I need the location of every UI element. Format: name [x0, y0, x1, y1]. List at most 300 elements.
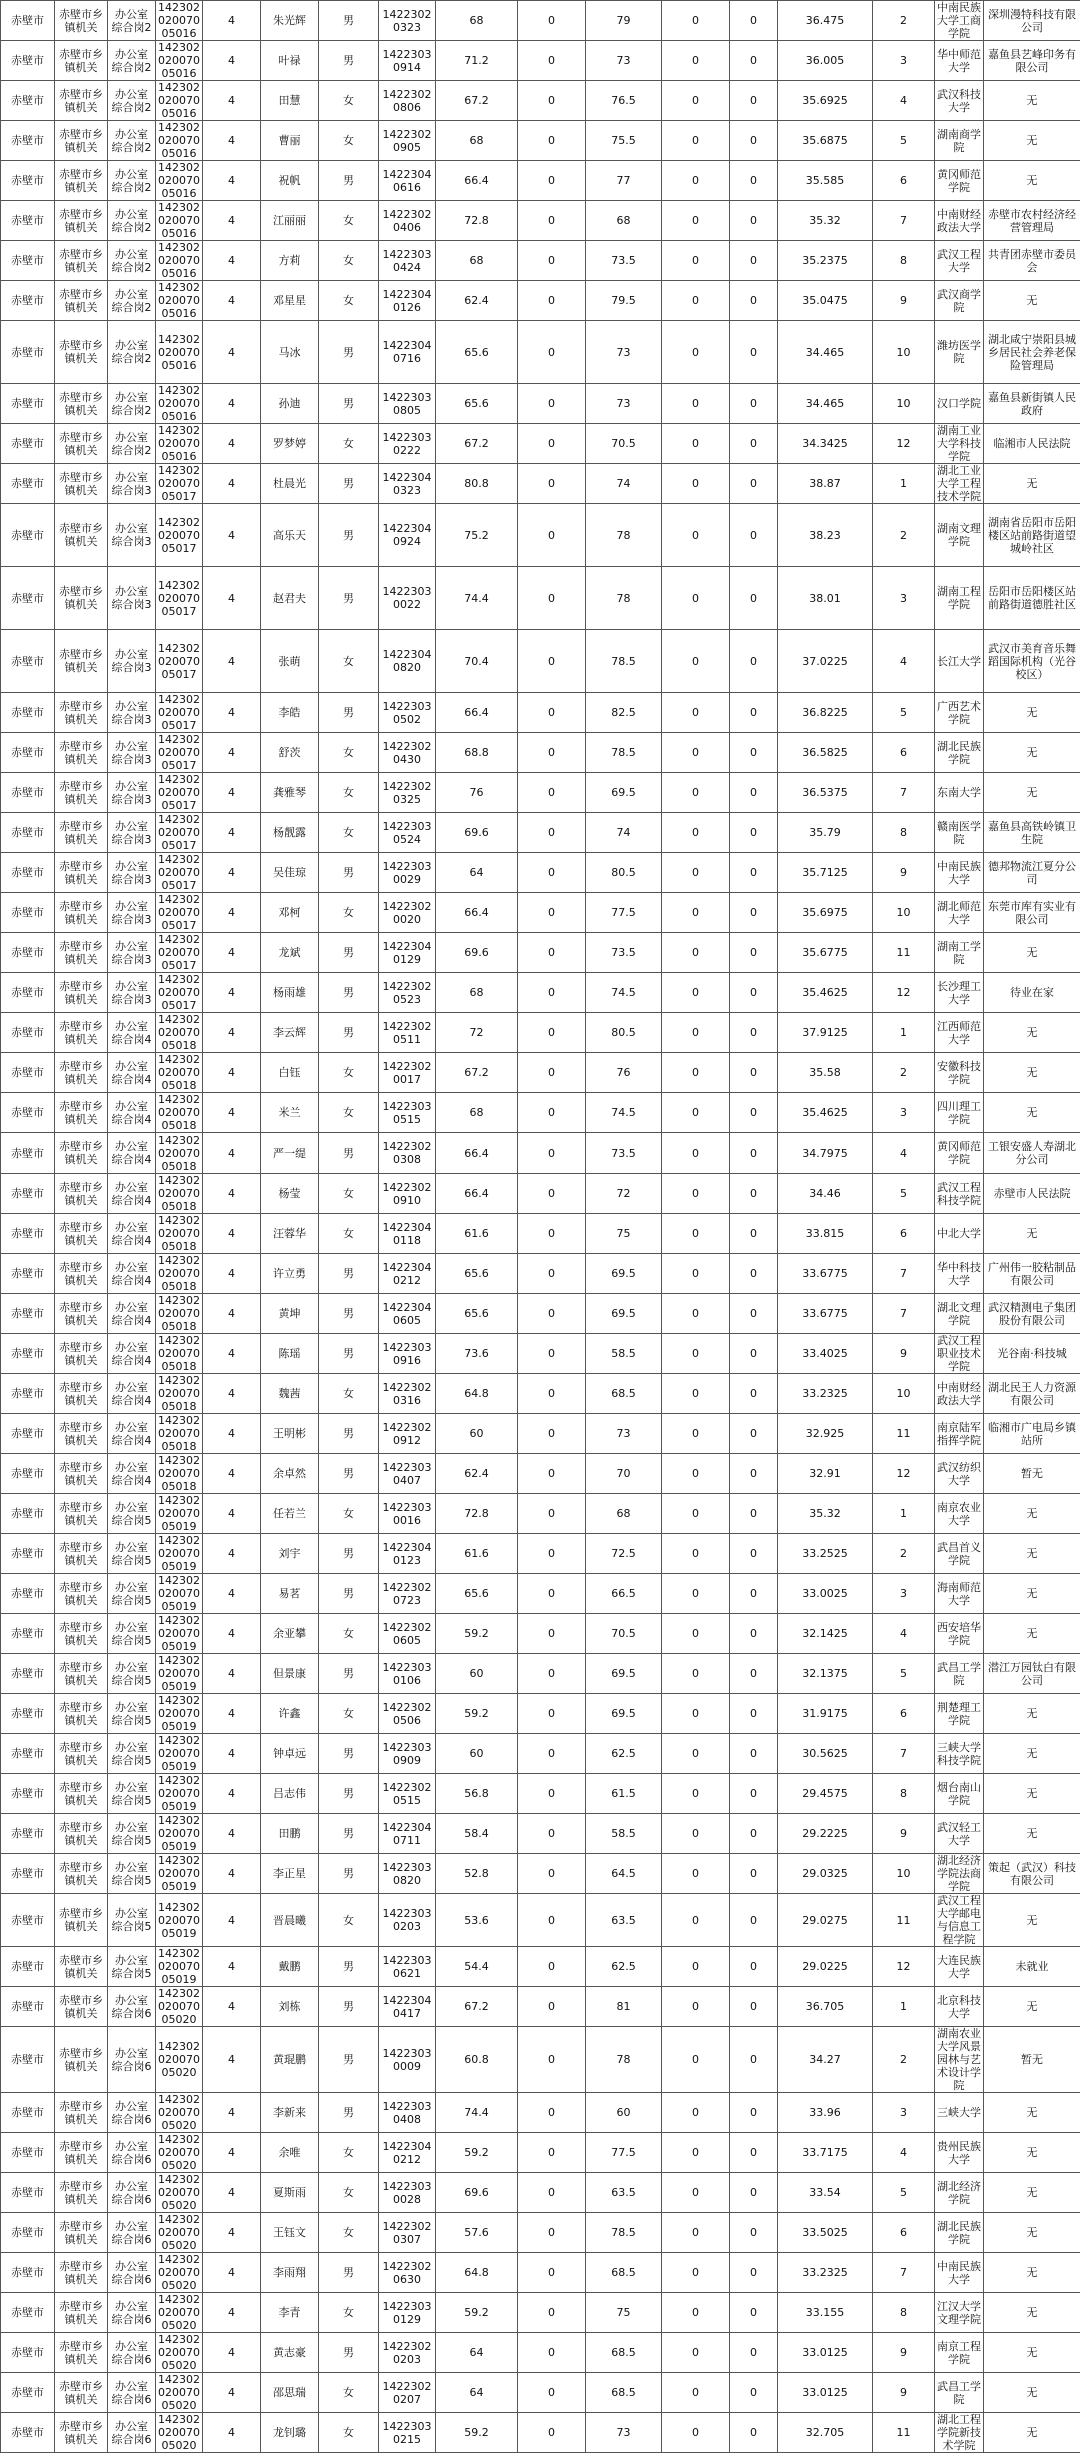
cell-position-code: 14230202007005020	[156, 2027, 203, 2093]
cell-written-score: 64	[436, 2373, 518, 2413]
cell-school: 南京农业大学	[935, 1494, 984, 1534]
cell-employer: 无	[984, 1574, 1080, 1614]
cell-school: 武汉工程大学	[935, 241, 984, 281]
cell-position-code: 14230202007005020	[156, 2213, 203, 2253]
cell-city: 赤壁市	[1, 1987, 55, 2027]
cell-employer: 无	[984, 1894, 1080, 1947]
cell-extra-2: 0	[730, 1734, 778, 1774]
table-row	[1, 1013, 1080, 1053]
cell-position-code: 14230202007005019	[156, 1694, 203, 1734]
cell-extra-2: 0	[730, 1947, 778, 1987]
cell-gender: 男	[319, 1133, 379, 1174]
cell-name: 杜晨光	[261, 464, 319, 504]
table-row	[1, 813, 1080, 853]
cell-name: 方莉	[261, 241, 319, 281]
cell-written-score: 60	[436, 1414, 518, 1454]
cell-name: 任若兰	[261, 1494, 319, 1534]
cell-department: 赤壁市乡镇机关	[55, 2133, 108, 2173]
cell-school: 三峡大学	[935, 2093, 984, 2133]
cell-written-score: 64	[436, 853, 518, 893]
table-row	[1, 1694, 1080, 1734]
cell-exam-id: 14223020323	[379, 1, 436, 41]
cell-bonus-score: 0	[518, 504, 586, 567]
cell-extra-1: 0	[662, 567, 730, 630]
cell-written-score: 61.6	[436, 1534, 518, 1574]
table-row	[1, 201, 1080, 241]
cell-interview-score: 75	[586, 1214, 662, 1254]
cell-position-code: 14230202007005018	[156, 1374, 203, 1414]
cell-extra-2: 0	[730, 384, 778, 424]
cell-total-score: 35.585	[778, 161, 873, 201]
cell-school: 汉口学院	[935, 384, 984, 424]
cell-extra-2: 0	[730, 2373, 778, 2413]
cell-exam-id: 14223030203	[379, 1894, 436, 1947]
cell-position: 办公室综合岗6	[108, 2133, 156, 2173]
cell-department: 赤壁市乡镇机关	[55, 567, 108, 630]
cell-school: 湖南农业大学风景园林与艺术设计学院	[935, 2027, 984, 2093]
cell-exam-id: 14223020905	[379, 121, 436, 161]
cell-city: 赤壁市	[1, 630, 55, 693]
cell-exam-id: 14223020017	[379, 1053, 436, 1093]
cell-name: 黄志豪	[261, 2333, 319, 2373]
cell-school: 四川理工学院	[935, 1093, 984, 1133]
cell-extra-1: 0	[662, 161, 730, 201]
cell-name: 龙钊璐	[261, 2413, 319, 2453]
cell-name: 余唯	[261, 2133, 319, 2173]
cell-position-code: 14230202007005017	[156, 630, 203, 693]
cell-department: 赤壁市乡镇机关	[55, 1854, 108, 1894]
cell-extra-1: 0	[662, 281, 730, 321]
cell-position: 办公室综合岗2	[108, 81, 156, 121]
cell-gender: 女	[319, 813, 379, 853]
cell-total-score: 37.9125	[778, 1013, 873, 1053]
cell-exam-id: 14223030215	[379, 2413, 436, 2453]
cell-exam-id: 14223030805	[379, 384, 436, 424]
cell-written-score: 72.8	[436, 201, 518, 241]
cell-total-score: 37.0225	[778, 630, 873, 693]
cell-extra-2: 0	[730, 81, 778, 121]
cell-extra-1: 0	[662, 1654, 730, 1694]
cell-employer: 暂无	[984, 2027, 1080, 2093]
cell-city: 赤壁市	[1, 161, 55, 201]
cell-gender: 女	[319, 281, 379, 321]
cell-position: 办公室综合岗4	[108, 1133, 156, 1174]
cell-name: 李青	[261, 2293, 319, 2333]
table-row	[1, 2173, 1080, 2213]
cell-rank: 11	[873, 1894, 935, 1947]
cell-exam-id: 14223040716	[379, 321, 436, 384]
cell-quota: 4	[203, 1, 261, 41]
cell-department: 赤壁市乡镇机关	[55, 41, 108, 81]
cell-name: 魏茜	[261, 1374, 319, 1414]
cell-bonus-score: 0	[518, 567, 586, 630]
cell-interview-score: 68.5	[586, 2253, 662, 2293]
cell-rank: 2	[873, 2027, 935, 2093]
table-row	[1, 1894, 1080, 1947]
cell-school: 南京陆军指挥学院	[935, 1414, 984, 1454]
cell-quota: 4	[203, 567, 261, 630]
cell-bonus-score: 0	[518, 1, 586, 41]
cell-written-score: 60.8	[436, 2027, 518, 2093]
table-row	[1, 81, 1080, 121]
cell-school: 湖北民族学院	[935, 733, 984, 773]
cell-department: 赤壁市乡镇机关	[55, 1174, 108, 1214]
cell-rank: 9	[873, 1814, 935, 1854]
table-row	[1, 1334, 1080, 1374]
cell-rank: 9	[873, 2373, 935, 2413]
cell-school: 江西师范大学	[935, 1013, 984, 1053]
cell-bonus-score: 0	[518, 321, 586, 384]
cell-position-code: 14230202007005016	[156, 281, 203, 321]
cell-position-code: 14230202007005018	[156, 1334, 203, 1374]
cell-school: 赣南医学院	[935, 813, 984, 853]
cell-written-score: 59.2	[436, 2413, 518, 2453]
cell-extra-1: 0	[662, 1987, 730, 2027]
cell-total-score: 35.4625	[778, 973, 873, 1013]
cell-city: 赤壁市	[1, 281, 55, 321]
cell-interview-score: 78.5	[586, 733, 662, 773]
cell-bonus-score: 0	[518, 1734, 586, 1774]
cell-gender: 女	[319, 424, 379, 464]
cell-extra-1: 0	[662, 2093, 730, 2133]
cell-interview-score: 64.5	[586, 1854, 662, 1894]
cell-employer: 无	[984, 1774, 1080, 1814]
cell-position: 办公室综合岗2	[108, 424, 156, 464]
cell-rank: 5	[873, 2173, 935, 2213]
cell-rank: 5	[873, 1654, 935, 1694]
cell-written-score: 59.2	[436, 2133, 518, 2173]
cell-city: 赤壁市	[1, 853, 55, 893]
cell-employer: 嘉鱼县艺峰印务有限公司	[984, 41, 1080, 81]
cell-extra-2: 0	[730, 2027, 778, 2093]
cell-total-score: 35.4625	[778, 1093, 873, 1133]
cell-bonus-score: 0	[518, 1494, 586, 1534]
cell-position: 办公室综合岗5	[108, 1614, 156, 1654]
cell-total-score: 33.5025	[778, 2213, 873, 2253]
cell-interview-score: 74	[586, 813, 662, 853]
cell-interview-score: 68	[586, 201, 662, 241]
cell-written-score: 65.6	[436, 384, 518, 424]
cell-exam-id: 14223040212	[379, 2133, 436, 2173]
cell-position-code: 14230202007005016	[156, 41, 203, 81]
cell-gender: 女	[319, 1093, 379, 1133]
cell-school: 武汉商学院	[935, 281, 984, 321]
cell-name: 龚雅琴	[261, 773, 319, 813]
cell-name: 王明彬	[261, 1414, 319, 1454]
cell-position-code: 14230202007005020	[156, 2093, 203, 2133]
cell-total-score: 33.815	[778, 1214, 873, 1254]
cell-position: 办公室综合岗5	[108, 1494, 156, 1534]
table-row	[1, 241, 1080, 281]
table-row	[1, 2413, 1080, 2453]
cell-extra-2: 0	[730, 121, 778, 161]
cell-department: 赤壁市乡镇机关	[55, 281, 108, 321]
cell-city: 赤壁市	[1, 567, 55, 630]
cell-quota: 4	[203, 2213, 261, 2253]
cell-bonus-score: 0	[518, 464, 586, 504]
cell-bonus-score: 0	[518, 693, 586, 733]
cell-rank: 4	[873, 2133, 935, 2173]
cell-position-code: 14230202007005020	[156, 2293, 203, 2333]
cell-quota: 4	[203, 2333, 261, 2373]
cell-rank: 3	[873, 1093, 935, 1133]
cell-city: 赤壁市	[1, 1093, 55, 1133]
cell-position-code: 14230202007005017	[156, 973, 203, 1013]
cell-position: 办公室综合岗6	[108, 2173, 156, 2213]
cell-written-score: 64.8	[436, 2253, 518, 2293]
cell-name: 黄坤	[261, 1294, 319, 1334]
cell-position: 办公室综合岗5	[108, 1774, 156, 1814]
cell-name: 汪蓉华	[261, 1214, 319, 1254]
cell-extra-1: 0	[662, 2253, 730, 2293]
cell-name: 易茗	[261, 1574, 319, 1614]
cell-total-score: 33.2325	[778, 2253, 873, 2293]
cell-extra-2: 0	[730, 1894, 778, 1947]
cell-employer: 无	[984, 1694, 1080, 1734]
cell-interview-score: 75	[586, 2293, 662, 2333]
cell-position-code: 14230202007005017	[156, 464, 203, 504]
cell-department: 赤壁市乡镇机关	[55, 2173, 108, 2213]
cell-employer: 无	[984, 773, 1080, 813]
table-row	[1, 933, 1080, 973]
table-row	[1, 1294, 1080, 1334]
cell-bonus-score: 0	[518, 973, 586, 1013]
table-row	[1, 321, 1080, 384]
cell-city: 赤壁市	[1, 1814, 55, 1854]
cell-city: 赤壁市	[1, 973, 55, 1013]
cell-employer: 东莞市库有实业有限公司	[984, 893, 1080, 933]
cell-extra-1: 0	[662, 2293, 730, 2333]
cell-rank: 11	[873, 2413, 935, 2453]
cell-gender: 男	[319, 1947, 379, 1987]
cell-gender: 男	[319, 693, 379, 733]
cell-position: 办公室综合岗5	[108, 1894, 156, 1947]
cell-extra-2: 0	[730, 2213, 778, 2253]
cell-exam-id: 14223030424	[379, 241, 436, 281]
cell-rank: 9	[873, 853, 935, 893]
cell-total-score: 34.465	[778, 321, 873, 384]
cell-written-score: 74.4	[436, 567, 518, 630]
cell-interview-score: 82.5	[586, 693, 662, 733]
cell-exam-id: 14223020515	[379, 1774, 436, 1814]
cell-extra-1: 0	[662, 1814, 730, 1854]
cell-total-score: 29.0225	[778, 1947, 873, 1987]
cell-total-score: 32.1425	[778, 1614, 873, 1654]
cell-school: 湖北经济学院法商学院	[935, 1854, 984, 1894]
cell-total-score: 30.5625	[778, 1734, 873, 1774]
cell-city: 赤壁市	[1, 201, 55, 241]
cell-position: 办公室综合岗5	[108, 1534, 156, 1574]
cell-employer: 湖北咸宁崇阳县城乡居民社会养老保险管理局	[984, 321, 1080, 384]
cell-employer: 临湘市人民法院	[984, 424, 1080, 464]
table-row	[1, 1414, 1080, 1454]
cell-school: 中南财经政法大学	[935, 201, 984, 241]
cell-extra-2: 0	[730, 2253, 778, 2293]
cell-city: 赤壁市	[1, 2373, 55, 2413]
cell-quota: 4	[203, 1734, 261, 1774]
cell-exam-id: 14223030009	[379, 2027, 436, 2093]
cell-gender: 男	[319, 973, 379, 1013]
cell-gender: 女	[319, 1614, 379, 1654]
cell-quota: 4	[203, 281, 261, 321]
cell-department: 赤壁市乡镇机关	[55, 161, 108, 201]
cell-exam-id: 14223020207	[379, 2373, 436, 2413]
cell-quota: 4	[203, 1374, 261, 1414]
cell-bonus-score: 0	[518, 1174, 586, 1214]
cell-department: 赤壁市乡镇机关	[55, 2333, 108, 2373]
cell-school: 江汉大学文理学院	[935, 2293, 984, 2333]
cell-total-score: 29.4575	[778, 1774, 873, 1814]
cell-gender: 女	[319, 2133, 379, 2173]
cell-written-score: 61.6	[436, 1214, 518, 1254]
cell-exam-id: 14223020511	[379, 1013, 436, 1053]
cell-interview-score: 63.5	[586, 1894, 662, 1947]
cell-employer: 无	[984, 81, 1080, 121]
cell-extra-1: 0	[662, 2027, 730, 2093]
cell-total-score: 33.2525	[778, 1534, 873, 1574]
cell-employer: 无	[984, 2293, 1080, 2333]
cell-bonus-score: 0	[518, 1374, 586, 1414]
cell-department: 赤壁市乡镇机关	[55, 630, 108, 693]
cell-city: 赤壁市	[1, 504, 55, 567]
cell-written-score: 60	[436, 1734, 518, 1774]
cell-department: 赤壁市乡镇机关	[55, 853, 108, 893]
cell-interview-score: 81	[586, 1987, 662, 2027]
cell-position: 办公室综合岗5	[108, 1654, 156, 1694]
cell-gender: 女	[319, 773, 379, 813]
table-row	[1, 41, 1080, 81]
cell-school: 华中师范大学	[935, 41, 984, 81]
cell-exam-id: 14223020910	[379, 1174, 436, 1214]
cell-gender: 男	[319, 1334, 379, 1374]
cell-interview-score: 77.5	[586, 2133, 662, 2173]
cell-quota: 4	[203, 1214, 261, 1254]
cell-gender: 男	[319, 1654, 379, 1694]
cell-exam-id: 14223030022	[379, 567, 436, 630]
cell-position: 办公室综合岗6	[108, 2213, 156, 2253]
cell-written-score: 65.6	[436, 1574, 518, 1614]
cell-city: 赤壁市	[1, 1614, 55, 1654]
cell-department: 赤壁市乡镇机关	[55, 933, 108, 973]
cell-school: 湖南工程学院	[935, 567, 984, 630]
cell-gender: 男	[319, 933, 379, 973]
cell-position: 办公室综合岗5	[108, 1694, 156, 1734]
cell-city: 赤壁市	[1, 2093, 55, 2133]
cell-school: 黄冈师范学院	[935, 161, 984, 201]
cell-position-code: 14230202007005016	[156, 1, 203, 41]
cell-position-code: 14230202007005020	[156, 1987, 203, 2027]
cell-exam-id: 14223020912	[379, 1414, 436, 1454]
cell-total-score: 36.705	[778, 1987, 873, 2027]
cell-total-score: 35.2375	[778, 241, 873, 281]
cell-extra-2: 0	[730, 1534, 778, 1574]
cell-extra-2: 0	[730, 630, 778, 693]
cell-total-score: 34.3425	[778, 424, 873, 464]
cell-gender: 男	[319, 161, 379, 201]
cell-city: 赤壁市	[1, 1854, 55, 1894]
cell-department: 赤壁市乡镇机关	[55, 464, 108, 504]
cell-position: 办公室综合岗3	[108, 630, 156, 693]
cell-written-score: 66.4	[436, 1133, 518, 1174]
table-row	[1, 1814, 1080, 1854]
cell-rank: 12	[873, 1947, 935, 1987]
cell-position: 办公室综合岗4	[108, 1454, 156, 1494]
cell-exam-id: 14223030524	[379, 813, 436, 853]
cell-written-score: 66.4	[436, 893, 518, 933]
cell-department: 赤壁市乡镇机关	[55, 241, 108, 281]
cell-extra-1: 0	[662, 121, 730, 161]
cell-rank: 4	[873, 1133, 935, 1174]
cell-position-code: 14230202007005017	[156, 813, 203, 853]
cell-school: 湖北民族学院	[935, 2213, 984, 2253]
cell-bonus-score: 0	[518, 1414, 586, 1454]
cell-bonus-score: 0	[518, 2093, 586, 2133]
cell-interview-score: 61.5	[586, 1774, 662, 1814]
cell-city: 赤壁市	[1, 1013, 55, 1053]
cell-school: 湖北工业大学工程技术学院	[935, 464, 984, 504]
cell-extra-1: 0	[662, 773, 730, 813]
cell-extra-2: 0	[730, 2333, 778, 2373]
cell-written-score: 69.6	[436, 933, 518, 973]
cell-position-code: 14230202007005018	[156, 1053, 203, 1093]
cell-exam-id: 14223020325	[379, 773, 436, 813]
cell-gender: 男	[319, 567, 379, 630]
cell-quota: 4	[203, 1053, 261, 1093]
cell-rank: 10	[873, 321, 935, 384]
cell-employer: 武汉市美育音乐舞蹈国际机构（光谷校区）	[984, 630, 1080, 693]
cell-city: 赤壁市	[1, 813, 55, 853]
cell-employer: 无	[984, 1093, 1080, 1133]
cell-department: 赤壁市乡镇机关	[55, 1093, 108, 1133]
cell-extra-2: 0	[730, 1614, 778, 1654]
cell-total-score: 32.925	[778, 1414, 873, 1454]
cell-department: 赤壁市乡镇机关	[55, 1614, 108, 1654]
cell-extra-2: 0	[730, 2133, 778, 2173]
cell-position-code: 14230202007005019	[156, 1894, 203, 1947]
cell-employer: 无	[984, 464, 1080, 504]
cell-school: 中南财经政法大学	[935, 1374, 984, 1414]
cell-name: 祝帆	[261, 161, 319, 201]
cell-school: 湖北文理学院	[935, 1294, 984, 1334]
cell-employer: 湖南省岳阳市岳阳楼区站前路街道望城岭社区	[984, 504, 1080, 567]
cell-bonus-score: 0	[518, 813, 586, 853]
cell-exam-id: 14223040212	[379, 1254, 436, 1294]
cell-extra-1: 0	[662, 201, 730, 241]
cell-bonus-score: 0	[518, 281, 586, 321]
table-row	[1, 281, 1080, 321]
cell-employer: 策起（武汉）科技有限公司	[984, 1854, 1080, 1894]
cell-extra-2: 0	[730, 693, 778, 733]
cell-department: 赤壁市乡镇机关	[55, 1414, 108, 1454]
cell-city: 赤壁市	[1, 1947, 55, 1987]
cell-written-score: 67.2	[436, 424, 518, 464]
cell-quota: 4	[203, 384, 261, 424]
table-row	[1, 630, 1080, 693]
cell-name: 罗梦婷	[261, 424, 319, 464]
cell-gender: 女	[319, 733, 379, 773]
cell-written-score: 64	[436, 2333, 518, 2373]
cell-department: 赤壁市乡镇机关	[55, 1947, 108, 1987]
cell-interview-score: 73.5	[586, 1133, 662, 1174]
cell-interview-score: 73.5	[586, 933, 662, 973]
cell-quota: 4	[203, 2413, 261, 2453]
table-row	[1, 1174, 1080, 1214]
table-row	[1, 893, 1080, 933]
cell-employer: 暂无	[984, 1454, 1080, 1494]
table-row	[1, 1947, 1080, 1987]
cell-exam-id: 14223030515	[379, 1093, 436, 1133]
cell-bonus-score: 0	[518, 241, 586, 281]
